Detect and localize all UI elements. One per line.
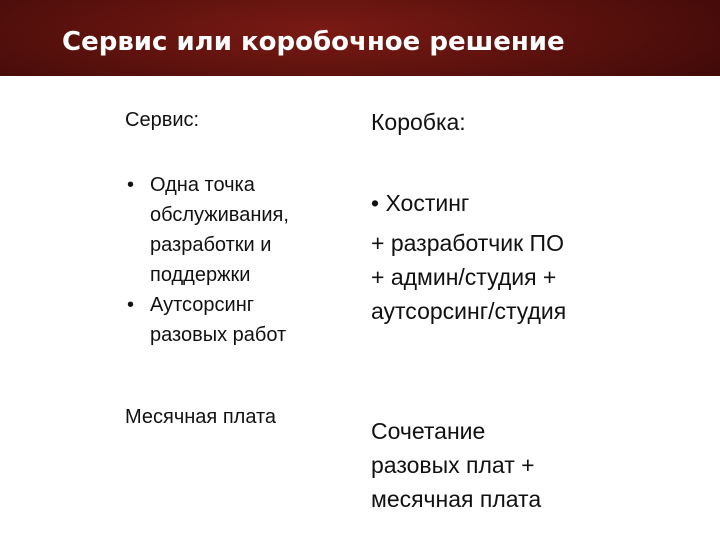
bullet-text-line: Одна точка (150, 174, 255, 196)
box-stack-line: аутсорсинг/студия (371, 298, 567, 324)
box-pricing-line: Сочетание (371, 418, 486, 444)
box-pricing (371, 414, 541, 516)
box-pricing-line: разовых плат + (371, 452, 535, 478)
service-column-header: Сервис: (125, 109, 200, 131)
bullet-text-line: Аутсорсинг (150, 294, 255, 316)
bullet-text-line: обслуживания, (150, 204, 289, 226)
service-pricing: Месячная плата (125, 406, 277, 428)
box-stack-line: + админ/студия + (371, 264, 557, 290)
hosting-item: • Хостинг (371, 190, 470, 216)
list-item (125, 170, 289, 290)
service-bullet-list (125, 170, 289, 350)
box-stack-line: + разработчик ПО (371, 230, 564, 256)
bullet-text-line: поддержки (150, 264, 251, 286)
title-bar (0, 0, 720, 76)
bullet-icon: • (127, 174, 135, 196)
box-pricing-line: месячная плата (371, 486, 542, 512)
list-item (125, 290, 289, 350)
slide-title: Сервис или коробочное решение (62, 27, 565, 57)
bullet-text-line: разовых работ (150, 324, 287, 346)
bullet-icon: • (127, 294, 135, 316)
box-column-header: Коробка: (371, 109, 466, 135)
bullet-text-line: разработки и (150, 234, 272, 256)
box-stack-text (371, 226, 566, 328)
